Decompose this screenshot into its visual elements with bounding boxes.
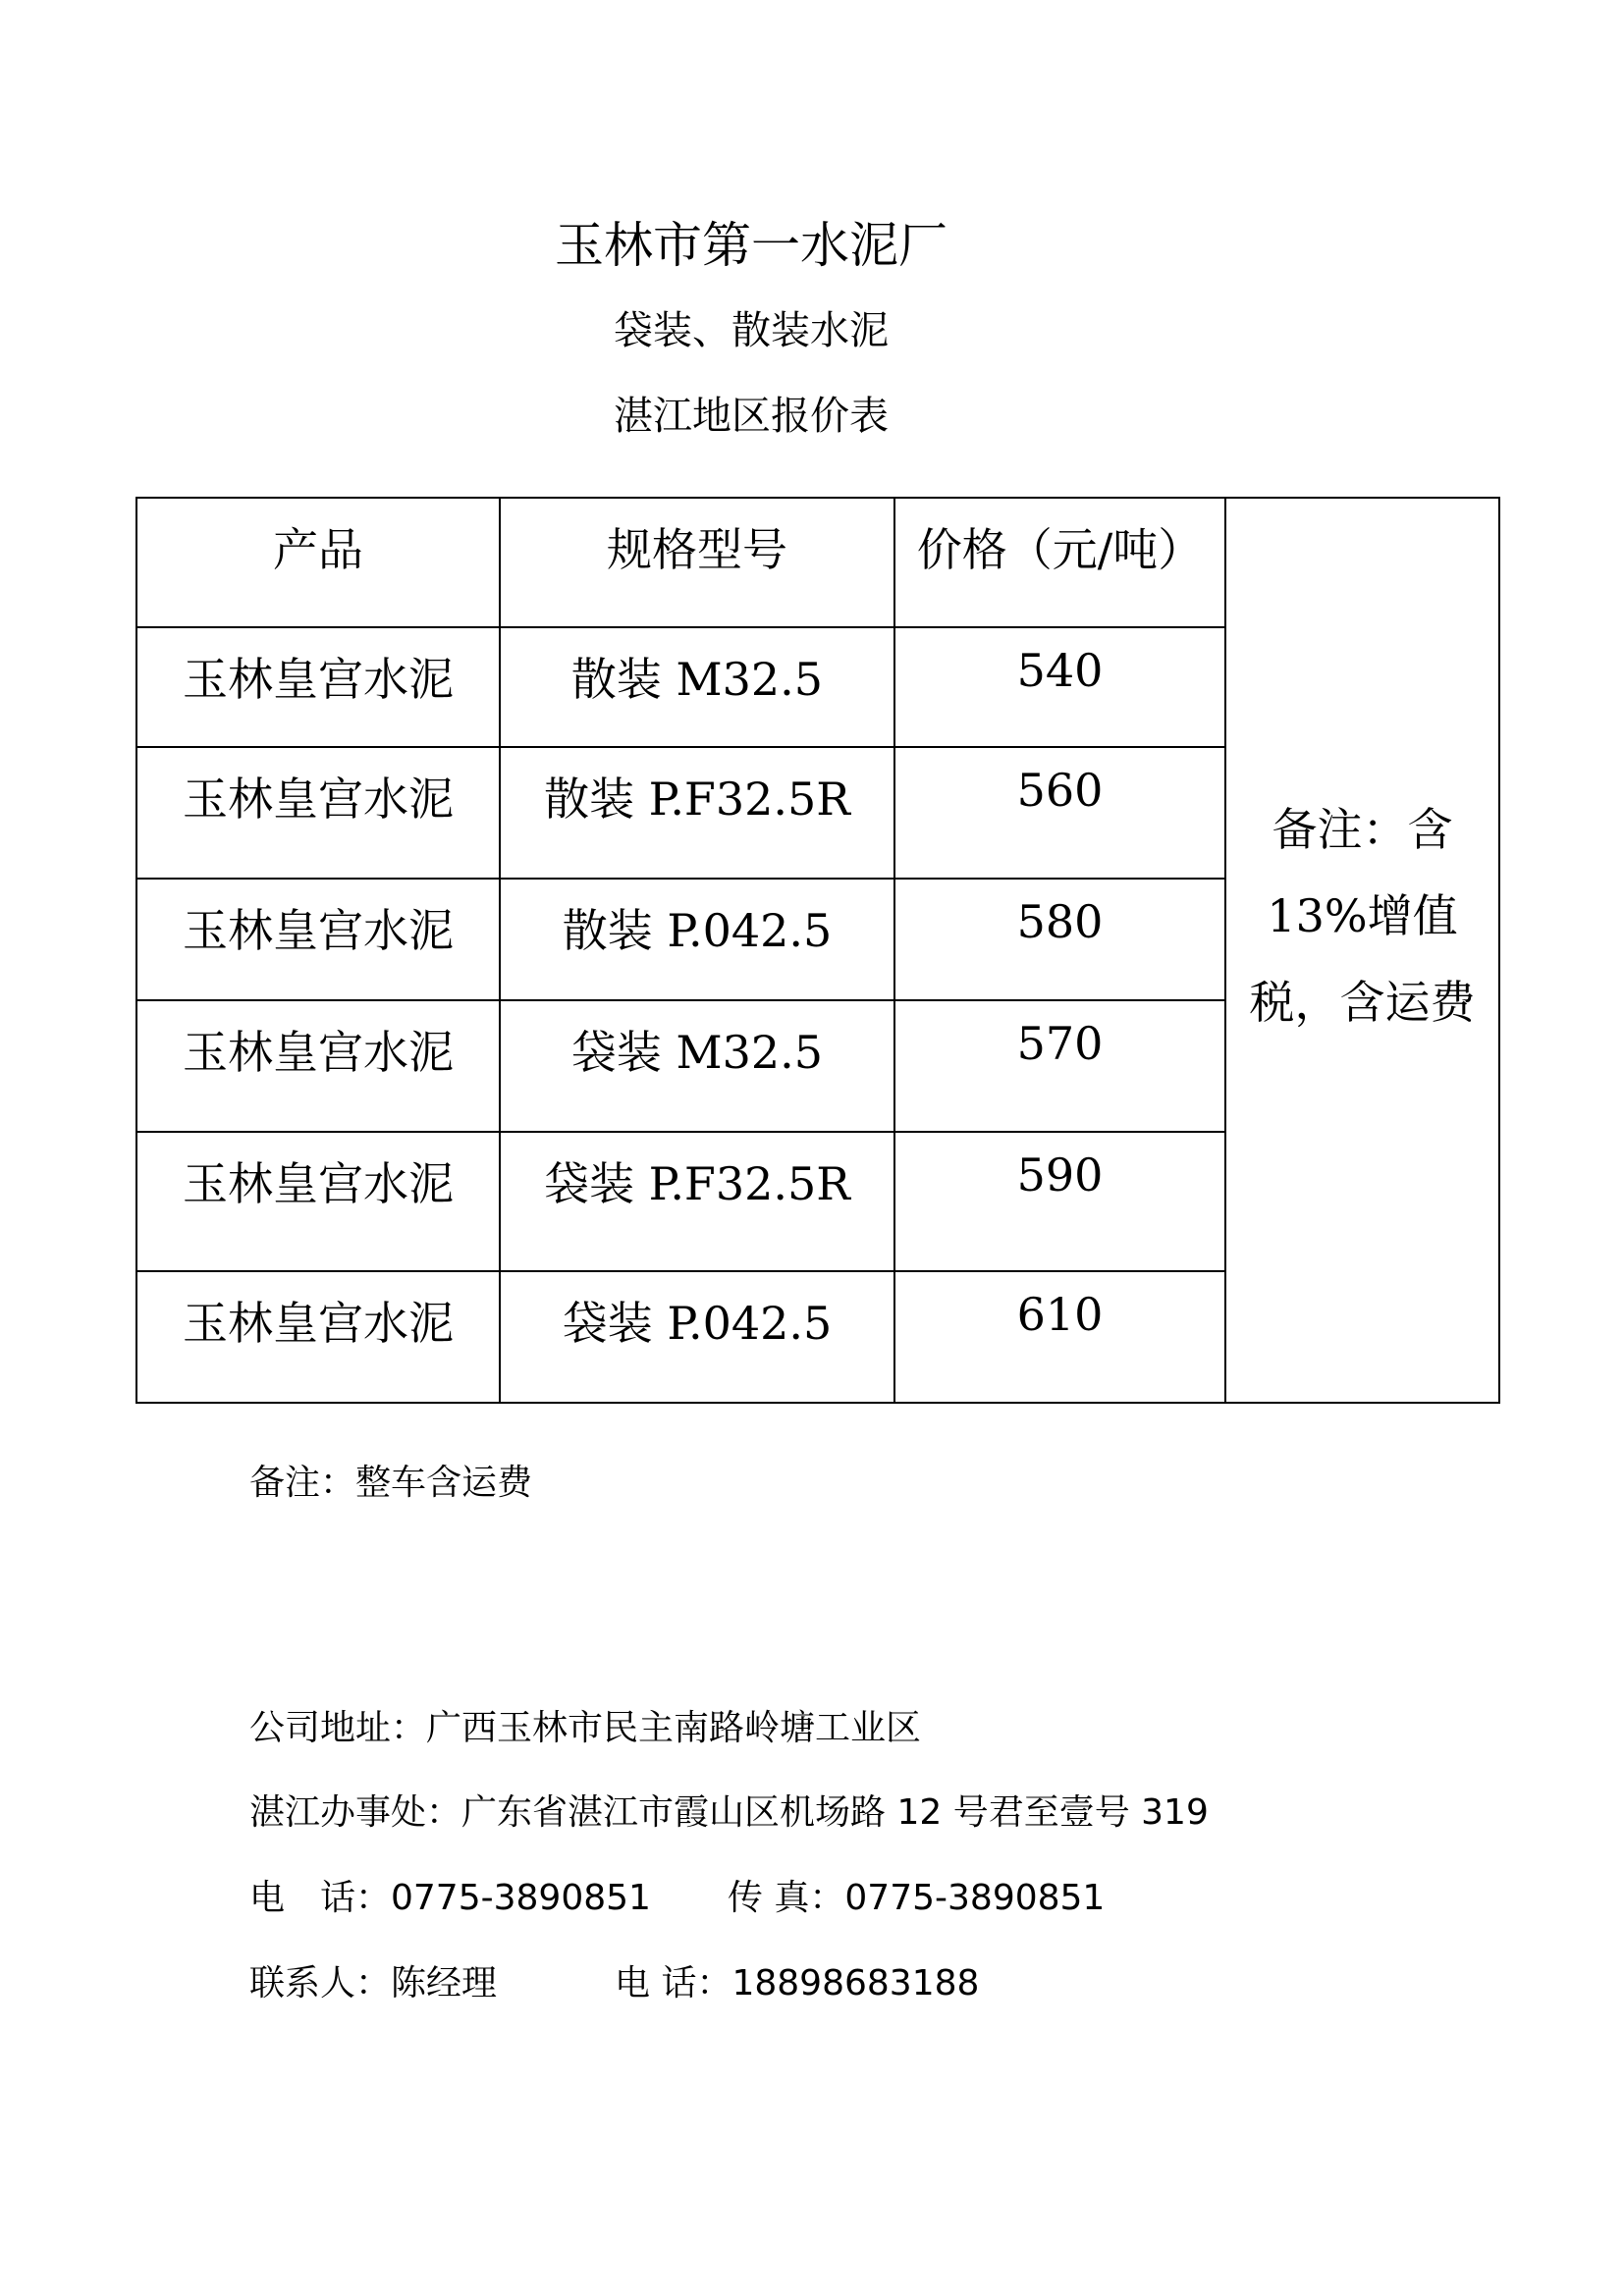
spec-cell: 散装 P.042.5 [500,879,894,1000]
document-subtitle-packaging: 袋装、散装水泥 [614,308,889,353]
product-cell: 玉林皇宫水泥 [136,747,500,879]
spec-cell: 袋装 P.042.5 [500,1271,894,1403]
price-cell: 580 [894,879,1225,1000]
company-address: 公司地址：广西玉林市民主南路岭塘工业区 [249,1708,922,1748]
product-cell: 玉林皇宫水泥 [136,1000,500,1132]
spec-cell: 散装 M32.5 [500,627,894,747]
header-product: 产品 [136,498,500,627]
spec-cell: 散装 P.F32.5R [500,747,894,879]
contact-mobile: 电 话：18898683188 [615,1963,980,2003]
office-phone: 电 话：0775-3890851 [249,1878,651,1918]
price-cell: 610 [894,1271,1225,1403]
table-header-row [136,498,1499,627]
price-table [135,497,1500,1404]
zhanjiang-office-address: 湛江办事处：广东省湛江市霞山区机场路 12 号君至壹号 319 [249,1792,1209,1833]
spec-cell: 袋装 P.F32.5R [500,1132,894,1271]
spec-cell: 袋装 M32.5 [500,1000,894,1132]
header-spec: 规格型号 [500,498,894,627]
price-cell: 540 [894,627,1225,747]
product-cell: 玉林皇宫水泥 [136,1271,500,1403]
office-fax: 传 真：0775-3890851 [727,1878,1106,1918]
bulk-shipping-note: 备注：整车含运费 [249,1463,533,1503]
remark-text: 备注：含13%增值税，含运费 [1249,803,1476,1029]
document-subtitle-region: 湛江地区报价表 [614,394,889,439]
product-cell: 玉林皇宫水泥 [136,1132,500,1271]
contact-person-line [249,1955,979,2005]
product-cell: 玉林皇宫水泥 [136,627,500,747]
header-price: 价格（元/吨） [894,498,1225,627]
product-cell: 玉林皇宫水泥 [136,879,500,1000]
remark-cell [1225,498,1499,1403]
contact-person: 联系人：陈经理 [249,1963,498,2003]
phone-fax-line [249,1870,1105,1920]
price-cell: 590 [894,1132,1225,1271]
document-title: 玉林市第一水泥厂 [555,217,947,274]
price-cell: 560 [894,747,1225,879]
price-cell: 570 [894,1000,1225,1132]
